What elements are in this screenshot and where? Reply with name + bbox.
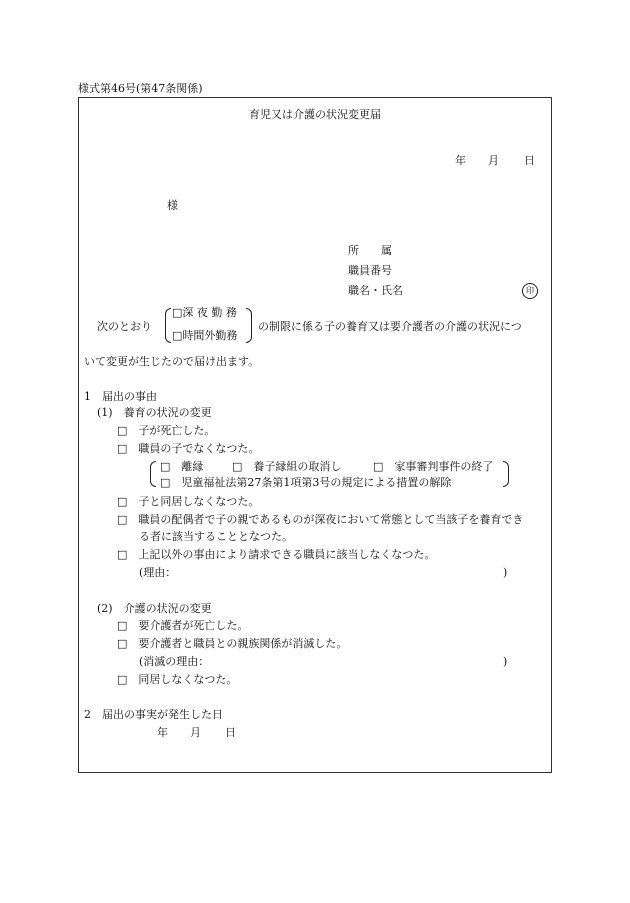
item-relation-ended[interactable]: □ 要介護者と職員との親族関係が消滅した。: [117, 637, 348, 650]
section1-sub2-heading: (2) 介護の状況の変更: [97, 602, 212, 615]
item-cared-died[interactable]: □ 要介護者が死亡した。: [117, 619, 249, 632]
reason-divorce[interactable]: □ 離縁: [160, 460, 204, 473]
position-name-label: 職名・氏名: [348, 284, 403, 297]
section1-sub1-heading: (1) 養育の状況の変更: [97, 406, 212, 419]
option-night-work[interactable]: □深 夜 勤 務: [172, 306, 237, 319]
addressee-suffix: 様: [167, 199, 178, 212]
occurrence-day: 日: [225, 726, 236, 739]
date-day: 日: [524, 154, 535, 167]
item-not-living-with-cared[interactable]: □ 同居しなくなつた。: [117, 673, 238, 686]
intro-text-line1: の制限に係る子の養育又は要介護者の介護の状況につ: [258, 320, 522, 333]
reason-label: (理由：: [139, 566, 177, 579]
option-overtime-work[interactable]: □時間外勤務: [172, 329, 238, 342]
date-year: 年: [455, 154, 466, 167]
seal-mark: 印: [522, 283, 538, 299]
item-not-living-with-child[interactable]: □ 子と同居しなくなつた。: [117, 495, 260, 508]
extinction-reason-close: ): [503, 655, 508, 668]
occurrence-year: 年: [157, 726, 168, 739]
form-number: 様式第46号(第47条関係): [78, 82, 203, 95]
item-other-reason[interactable]: □ 上記以外の事由により請求できる職員に該当しなくなつた。: [117, 548, 436, 561]
section1-heading: 1 届出の事由: [84, 390, 157, 403]
extinction-reason-label: (消滅の理由：: [139, 655, 210, 668]
affiliation-label: 所 属: [348, 244, 392, 257]
item-not-child[interactable]: □ 職員の子でなくなつた。: [117, 442, 260, 455]
intro-bracket-left: [165, 308, 171, 343]
reason-adoption-cancel[interactable]: □ 養子縁組の取消し: [232, 460, 342, 473]
intro-text-line2: いて変更が生じたので届け出ます。: [84, 355, 260, 368]
reason-welfare-law[interactable]: □ 児童福祉法第27条第1項第3号の規定による措置の解除: [160, 476, 452, 489]
intro-bracket-right: [246, 308, 252, 343]
item-spouse-line1[interactable]: □ 職員の配偶者で子の親であるものが深夜において常態として当該子を養育でき: [117, 513, 524, 526]
item-spouse-line2: る者に該当することとなつた。: [139, 530, 293, 543]
staff-number-label: 職員番号: [348, 264, 392, 277]
occurrence-month: 月: [190, 726, 201, 739]
reason-close: ): [503, 566, 508, 579]
intro-prefix: 次のとおり: [97, 320, 152, 333]
form-title: 育児又は介護の状況変更届: [249, 108, 381, 121]
reason-bracket-left: [150, 461, 156, 487]
item-child-died[interactable]: □ 子が死亡した。: [117, 424, 216, 437]
reason-bracket-right: [503, 461, 509, 487]
reason-court-end[interactable]: □ 家事審判事件の終了: [373, 460, 494, 473]
date-month: 月: [488, 154, 499, 167]
section2-heading: 2 届出の事実が発生した日: [84, 708, 223, 721]
